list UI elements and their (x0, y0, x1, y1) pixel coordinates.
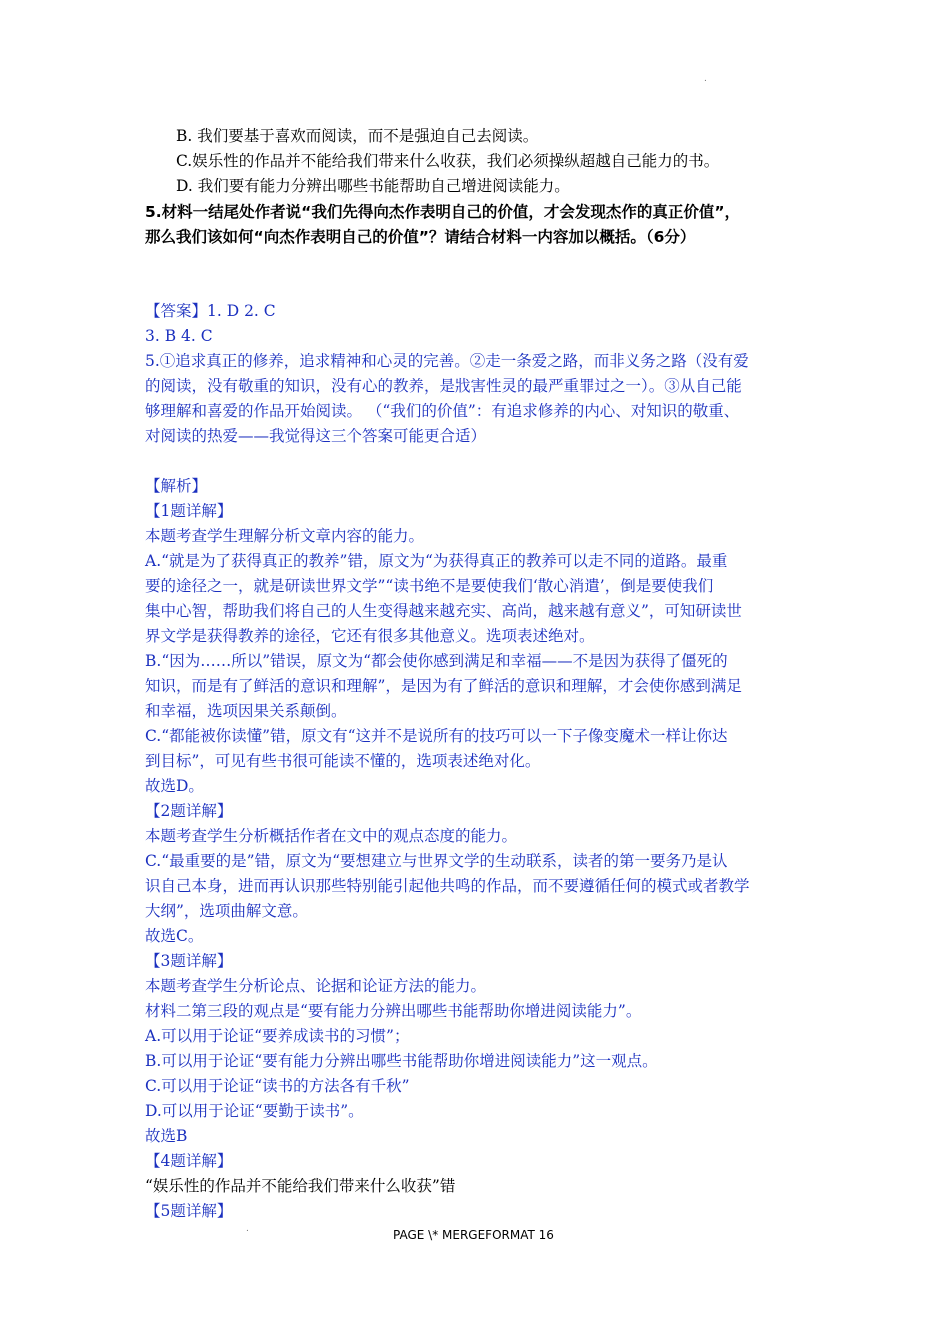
q2-result: 故选C。 (145, 927, 204, 945)
q2-body-line: 识自己本身，进而再认识那些特别能引起他共鸣的作品，而不要遵循任何的模式或者教学 (145, 877, 750, 895)
q4-heading: 【4题详解】 (145, 1152, 233, 1170)
answer-q5-line: 对阅读的热爱——我觉得这三个答案可能更合适） (145, 427, 487, 445)
q3-body-line: B.可以用于论证“要有能力分辨出哪些书能帮助你增进阅读能力”这一观点。 (145, 1052, 658, 1070)
q1-body-line: 界文学是获得教养的途径，它还有很多其他意义。选项表述绝对。 (145, 627, 595, 645)
analysis-heading: 【解析】 (145, 477, 208, 495)
q2-body-line: 大纲”，选项曲解文意。 (145, 902, 308, 920)
q1-result: 故选D。 (145, 777, 204, 795)
option-d: D. 我们要有能力分辨出哪些书能帮助自己增进阅读能力。 (176, 177, 570, 195)
q1-body-line: 知识，而是有了鲜活的意识和理解”，是因为有了鲜活的意识和理解，才会使你感到满足 (145, 677, 742, 695)
page-footer: PAGE \* MERGEFORMAT 16 (393, 1228, 554, 1242)
answer-heading: 【答案】1. D 2. C (145, 302, 276, 320)
answer-line: 3. B 4. C (145, 327, 213, 345)
q5-heading: 【5题详解】 (145, 1202, 233, 1220)
q1-body-line: B.“因为……所以”错误，原文为“都会使你感到满足和幸福——不是因为获得了僵死的 (145, 652, 728, 670)
q1-body-line: A.“就是为了获得真正的教养”错，原文为“为获得真正的教养可以走不同的道路。最重 (145, 552, 728, 570)
answer-q5-line: 的阅读，没有敬重的知识，没有心的教养，是戕害性灵的最严重罪过之一）。③从自己能 (145, 377, 742, 395)
q1-intro: 本题考查学生理解分析文章内容的能力。 (145, 527, 425, 545)
q2-body-line: C.“最重要的是”错，原文为“要想建立与世界文学的生动联系，读者的第一要务乃是认 (145, 852, 728, 870)
q1-body-line: 集中心智，帮助我们将自己的人生变得越来越充实、高尚，越来越有意义”，可知研读世 (145, 602, 742, 620)
q3-intro-line: 本题考查学生分析论点、论据和论证方法的能力。 (145, 977, 487, 995)
footer-mark: . (246, 1224, 249, 1234)
header-mark: . (704, 74, 707, 84)
q1-body-line: C.“都能被你读懂”错，原文有“这并不是说所有的技巧可以一下子像变魔术一样让你达 (145, 727, 728, 745)
q1-body-line: 到目标”，可见有些书很可能读不懂的，选项表述绝对化。 (145, 752, 541, 770)
q3-heading: 【3题详解】 (145, 952, 233, 970)
answer-q5-line: 够理解和喜爱的作品开始阅读。 （“我们的价值”：有追求修养的内心、对知识的敬重、 (145, 402, 740, 420)
q3-intro-line: 材料二第三段的观点是“要有能力分辨出哪些书能帮助你增进阅读能力”。 (145, 1002, 642, 1020)
answer-q5-line: 5.①追求真正的修养，追求精神和心灵的完善。②走一条爱之路，而非义务之路（没有爱 (145, 352, 749, 370)
question-5-line: 那么我们该如何“向杰作表明自己的价值”？请结合材料一内容加以概括。（6分） (145, 228, 696, 246)
question-5-line: 5.材料一结尾处作者说“我们先得向杰作表明自己的价值，才会发现杰作的真正价值”， (145, 203, 741, 221)
q3-body-line: C.可以用于论证“读书的方法各有千秋” (145, 1077, 410, 1095)
q3-result: 故选B (145, 1127, 188, 1145)
q3-body-line: D.可以用于论证“要勤于读书”。 (145, 1102, 364, 1120)
q1-body-line: 要的途径之一，就是研读世界文学”“读书绝不是要使我们‘散心消遣’，倒是要使我们 (145, 577, 714, 595)
q4-text: “娱乐性的作品并不能给我们带来什么收获”错 (145, 1177, 456, 1195)
q2-intro: 本题考查学生分析概括作者在文中的观点态度的能力。 (145, 827, 518, 845)
option-b: B. 我们要基于喜欢而阅读，而不是强迫自己去阅读。 (176, 127, 539, 145)
q3-body-line: A.可以用于论证“要养成读书的习惯”； (145, 1027, 410, 1045)
q1-body-line: 和幸福，选项因果关系颠倒。 (145, 702, 347, 720)
q2-heading: 【2题详解】 (145, 802, 233, 820)
option-c: C.娱乐性的作品并不能给我们带来什么收获，我们必须操纵超越自己能力的书。 (176, 152, 720, 170)
q1-heading: 【1题详解】 (145, 502, 233, 520)
